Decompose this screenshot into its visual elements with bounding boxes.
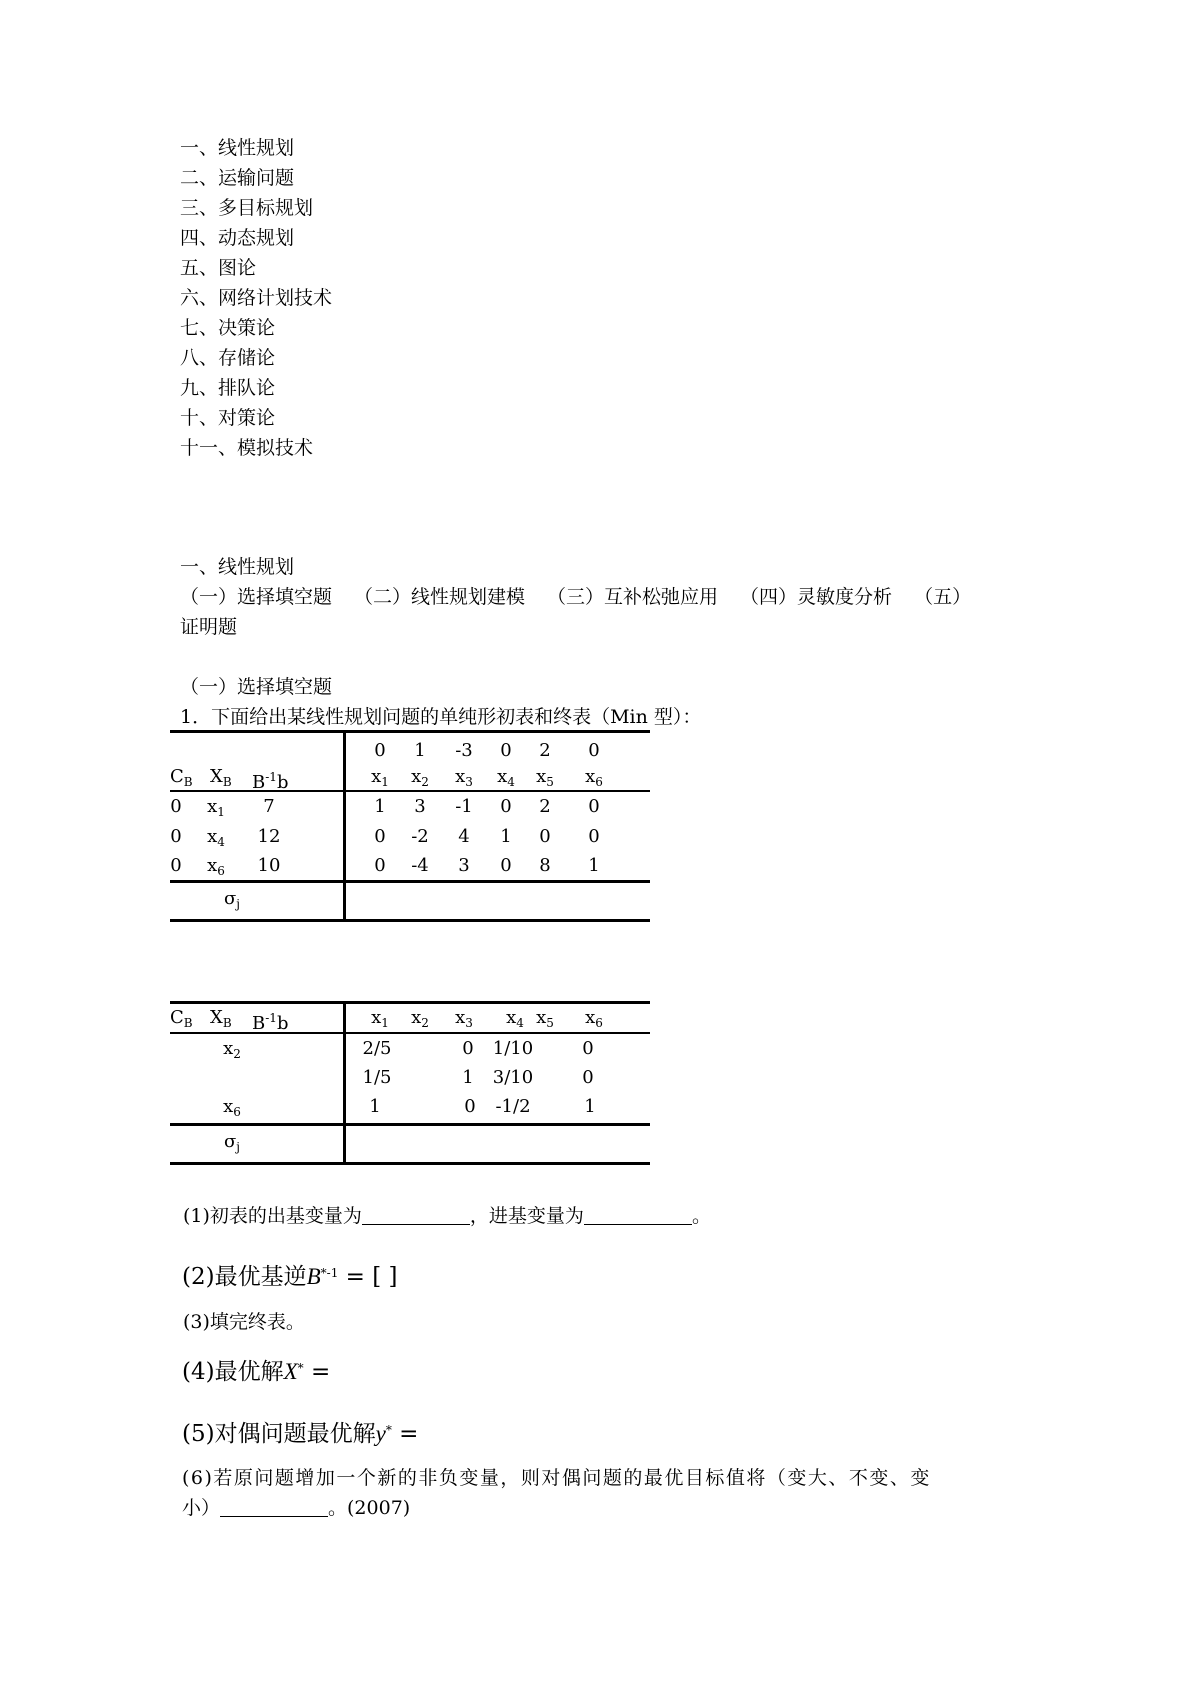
header-binv-b: $B^{-1}b$ bbox=[252, 770, 289, 793]
sigma-label: $\sigma_j$ bbox=[223, 1131, 241, 1154]
toc-item: 六、网络计划技术 bbox=[180, 287, 333, 309]
table-rule bbox=[170, 1162, 650, 1165]
table-cell: 1 bbox=[369, 1096, 381, 1117]
table-cell: 0 bbox=[588, 826, 600, 847]
sigma-label: $\sigma_j$ bbox=[223, 888, 241, 911]
var-header: $x_2$ bbox=[411, 1007, 429, 1030]
table-cell: 0 bbox=[464, 1096, 476, 1117]
table-divider bbox=[343, 730, 346, 920]
table-cell: $x_1$ bbox=[207, 796, 225, 819]
table-rule bbox=[170, 880, 650, 883]
subsection: （五） bbox=[914, 586, 972, 608]
toc-item: 三、多目标规划 bbox=[180, 197, 314, 219]
part-6: (6)若原问题增加一个新的非负变量，则对偶问题的最优目标值将（变大、不变、变 bbox=[182, 1467, 931, 1489]
table-cell: 1 bbox=[500, 826, 512, 847]
part-5: (5)对偶问题最优解y* = bbox=[182, 1421, 419, 1447]
sub-heading: （一）选择填空题 bbox=[180, 676, 333, 698]
table-cell: 10 bbox=[257, 855, 281, 876]
answer-blank[interactable] bbox=[362, 1206, 470, 1225]
header-binv-b: $B^{-1}b$ bbox=[252, 1011, 289, 1034]
subsection: （一）选择填空题 bbox=[180, 586, 333, 608]
toc-item: 四、动态规划 bbox=[180, 227, 295, 249]
header-xb: $X_B$ bbox=[210, 766, 232, 789]
table-cell: -2 bbox=[411, 826, 429, 847]
cost-value: -3 bbox=[455, 740, 473, 761]
table-cell: 7 bbox=[263, 796, 275, 817]
question-1: 1．下面给出某线性规划问题的单纯形初表和终表（Min 型）： bbox=[180, 706, 702, 728]
table-cell: 0 bbox=[462, 1038, 474, 1059]
var-header: $x_5$ bbox=[536, 1007, 554, 1030]
table-cell: 0 bbox=[170, 826, 182, 847]
table-cell: 3 bbox=[414, 796, 426, 817]
table-cell: 0 bbox=[374, 826, 386, 847]
var-header: $x_3$ bbox=[455, 1007, 473, 1030]
cost-value: 2 bbox=[539, 740, 551, 761]
table-rule bbox=[170, 919, 650, 922]
toc-item: 八、存储论 bbox=[180, 347, 276, 369]
header-xb: $X_B$ bbox=[210, 1007, 232, 1030]
var-header: $x_1$ bbox=[371, 766, 389, 789]
part-1: (1)初表的出基变量为 ，进基变量为 。 bbox=[183, 1205, 711, 1227]
table-cell: 0 bbox=[170, 796, 182, 817]
toc-item: 二、运输问题 bbox=[180, 167, 295, 189]
table-cell: 2/5 bbox=[362, 1038, 392, 1059]
table-cell: 1 bbox=[584, 1096, 596, 1117]
table-cell: -1/2 bbox=[495, 1096, 531, 1117]
table-cell: 0 bbox=[582, 1038, 594, 1059]
table-cell: 8 bbox=[539, 855, 551, 876]
var-header: $x_1$ bbox=[371, 1007, 389, 1030]
subsection: （四）灵敏度分析 bbox=[740, 586, 893, 608]
table-cell: 4 bbox=[458, 826, 470, 847]
table-cell: 1/5 bbox=[362, 1067, 392, 1088]
table-rule bbox=[170, 730, 650, 733]
toc-item: 一、线性规划 bbox=[180, 137, 295, 159]
toc-item: 七、决策论 bbox=[180, 317, 276, 339]
var-header: $x_4$ bbox=[497, 766, 515, 789]
table-cell: 0 bbox=[582, 1067, 594, 1088]
table-cell: -4 bbox=[411, 855, 429, 876]
header-cb: $C_B$ bbox=[170, 766, 193, 789]
table-cell: 3/10 bbox=[492, 1067, 534, 1088]
var-header: $x_6$ bbox=[585, 766, 603, 789]
toc-item: 五、图论 bbox=[180, 257, 257, 279]
table-cell: 3 bbox=[458, 855, 470, 876]
toc-item: 九、排队论 bbox=[180, 377, 276, 399]
table-rule bbox=[170, 790, 650, 792]
part-3: (3)填完终表。 bbox=[183, 1311, 305, 1333]
table-divider bbox=[343, 1001, 346, 1163]
table-cell: $x_6$ bbox=[223, 1096, 241, 1119]
answer-blank[interactable] bbox=[584, 1206, 692, 1225]
table-cell: 1 bbox=[588, 855, 600, 876]
final-tableau bbox=[170, 1001, 650, 1181]
header-cb: $C_B$ bbox=[170, 1007, 193, 1030]
answer-blank[interactable] bbox=[220, 1498, 328, 1517]
table-cell: 1 bbox=[374, 796, 386, 817]
table-cell: $x_6$ bbox=[207, 855, 225, 878]
part-2: (2)最优基逆$B^{*-1}$ = [ ] bbox=[182, 1264, 398, 1290]
table-cell: 1/10 bbox=[492, 1038, 534, 1059]
table-rule bbox=[170, 1032, 650, 1034]
toc-item: 十一、模拟技术 bbox=[180, 437, 314, 459]
cost-value: 0 bbox=[374, 740, 386, 761]
part-6-continued: 小） 。(2007) bbox=[182, 1497, 411, 1519]
var-header: $x_4$ bbox=[506, 1007, 524, 1030]
toc-item: 十、对策论 bbox=[180, 407, 276, 429]
subsection-list bbox=[180, 585, 971, 609]
var-header: $x_5$ bbox=[536, 766, 554, 789]
table-rule bbox=[170, 1123, 650, 1126]
var-header: $x_3$ bbox=[455, 766, 473, 789]
table-cell: 0 bbox=[539, 826, 551, 847]
cost-value: 1 bbox=[414, 740, 426, 761]
table-cell: 0 bbox=[588, 796, 600, 817]
table-cell: 1 bbox=[462, 1067, 474, 1088]
table-cell: 0 bbox=[500, 855, 512, 876]
table-cell: 2 bbox=[539, 796, 551, 817]
table-rule bbox=[170, 1001, 650, 1004]
table-cell: 0 bbox=[500, 796, 512, 817]
subsection-wrap: 证明题 bbox=[180, 616, 238, 638]
table-cell: 0 bbox=[170, 855, 182, 876]
initial-tableau bbox=[170, 730, 650, 930]
table-cell: $x_4$ bbox=[207, 826, 225, 849]
part-4: (4)最优解X* = bbox=[182, 1359, 331, 1385]
cost-value: 0 bbox=[588, 740, 600, 761]
var-header: $x_2$ bbox=[411, 766, 429, 789]
section-title: 一、线性规划 bbox=[180, 556, 295, 578]
table-cell: 12 bbox=[257, 826, 281, 847]
cost-value: 0 bbox=[500, 740, 512, 761]
var-header: $x_6$ bbox=[585, 1007, 603, 1030]
subsection: （二）线性规划建模 bbox=[354, 586, 526, 608]
table-cell: -1 bbox=[455, 796, 473, 817]
table-cell: 0 bbox=[374, 855, 386, 876]
table-cell: $x_2$ bbox=[223, 1038, 241, 1061]
subsection: （三）互补松弛应用 bbox=[547, 586, 719, 608]
